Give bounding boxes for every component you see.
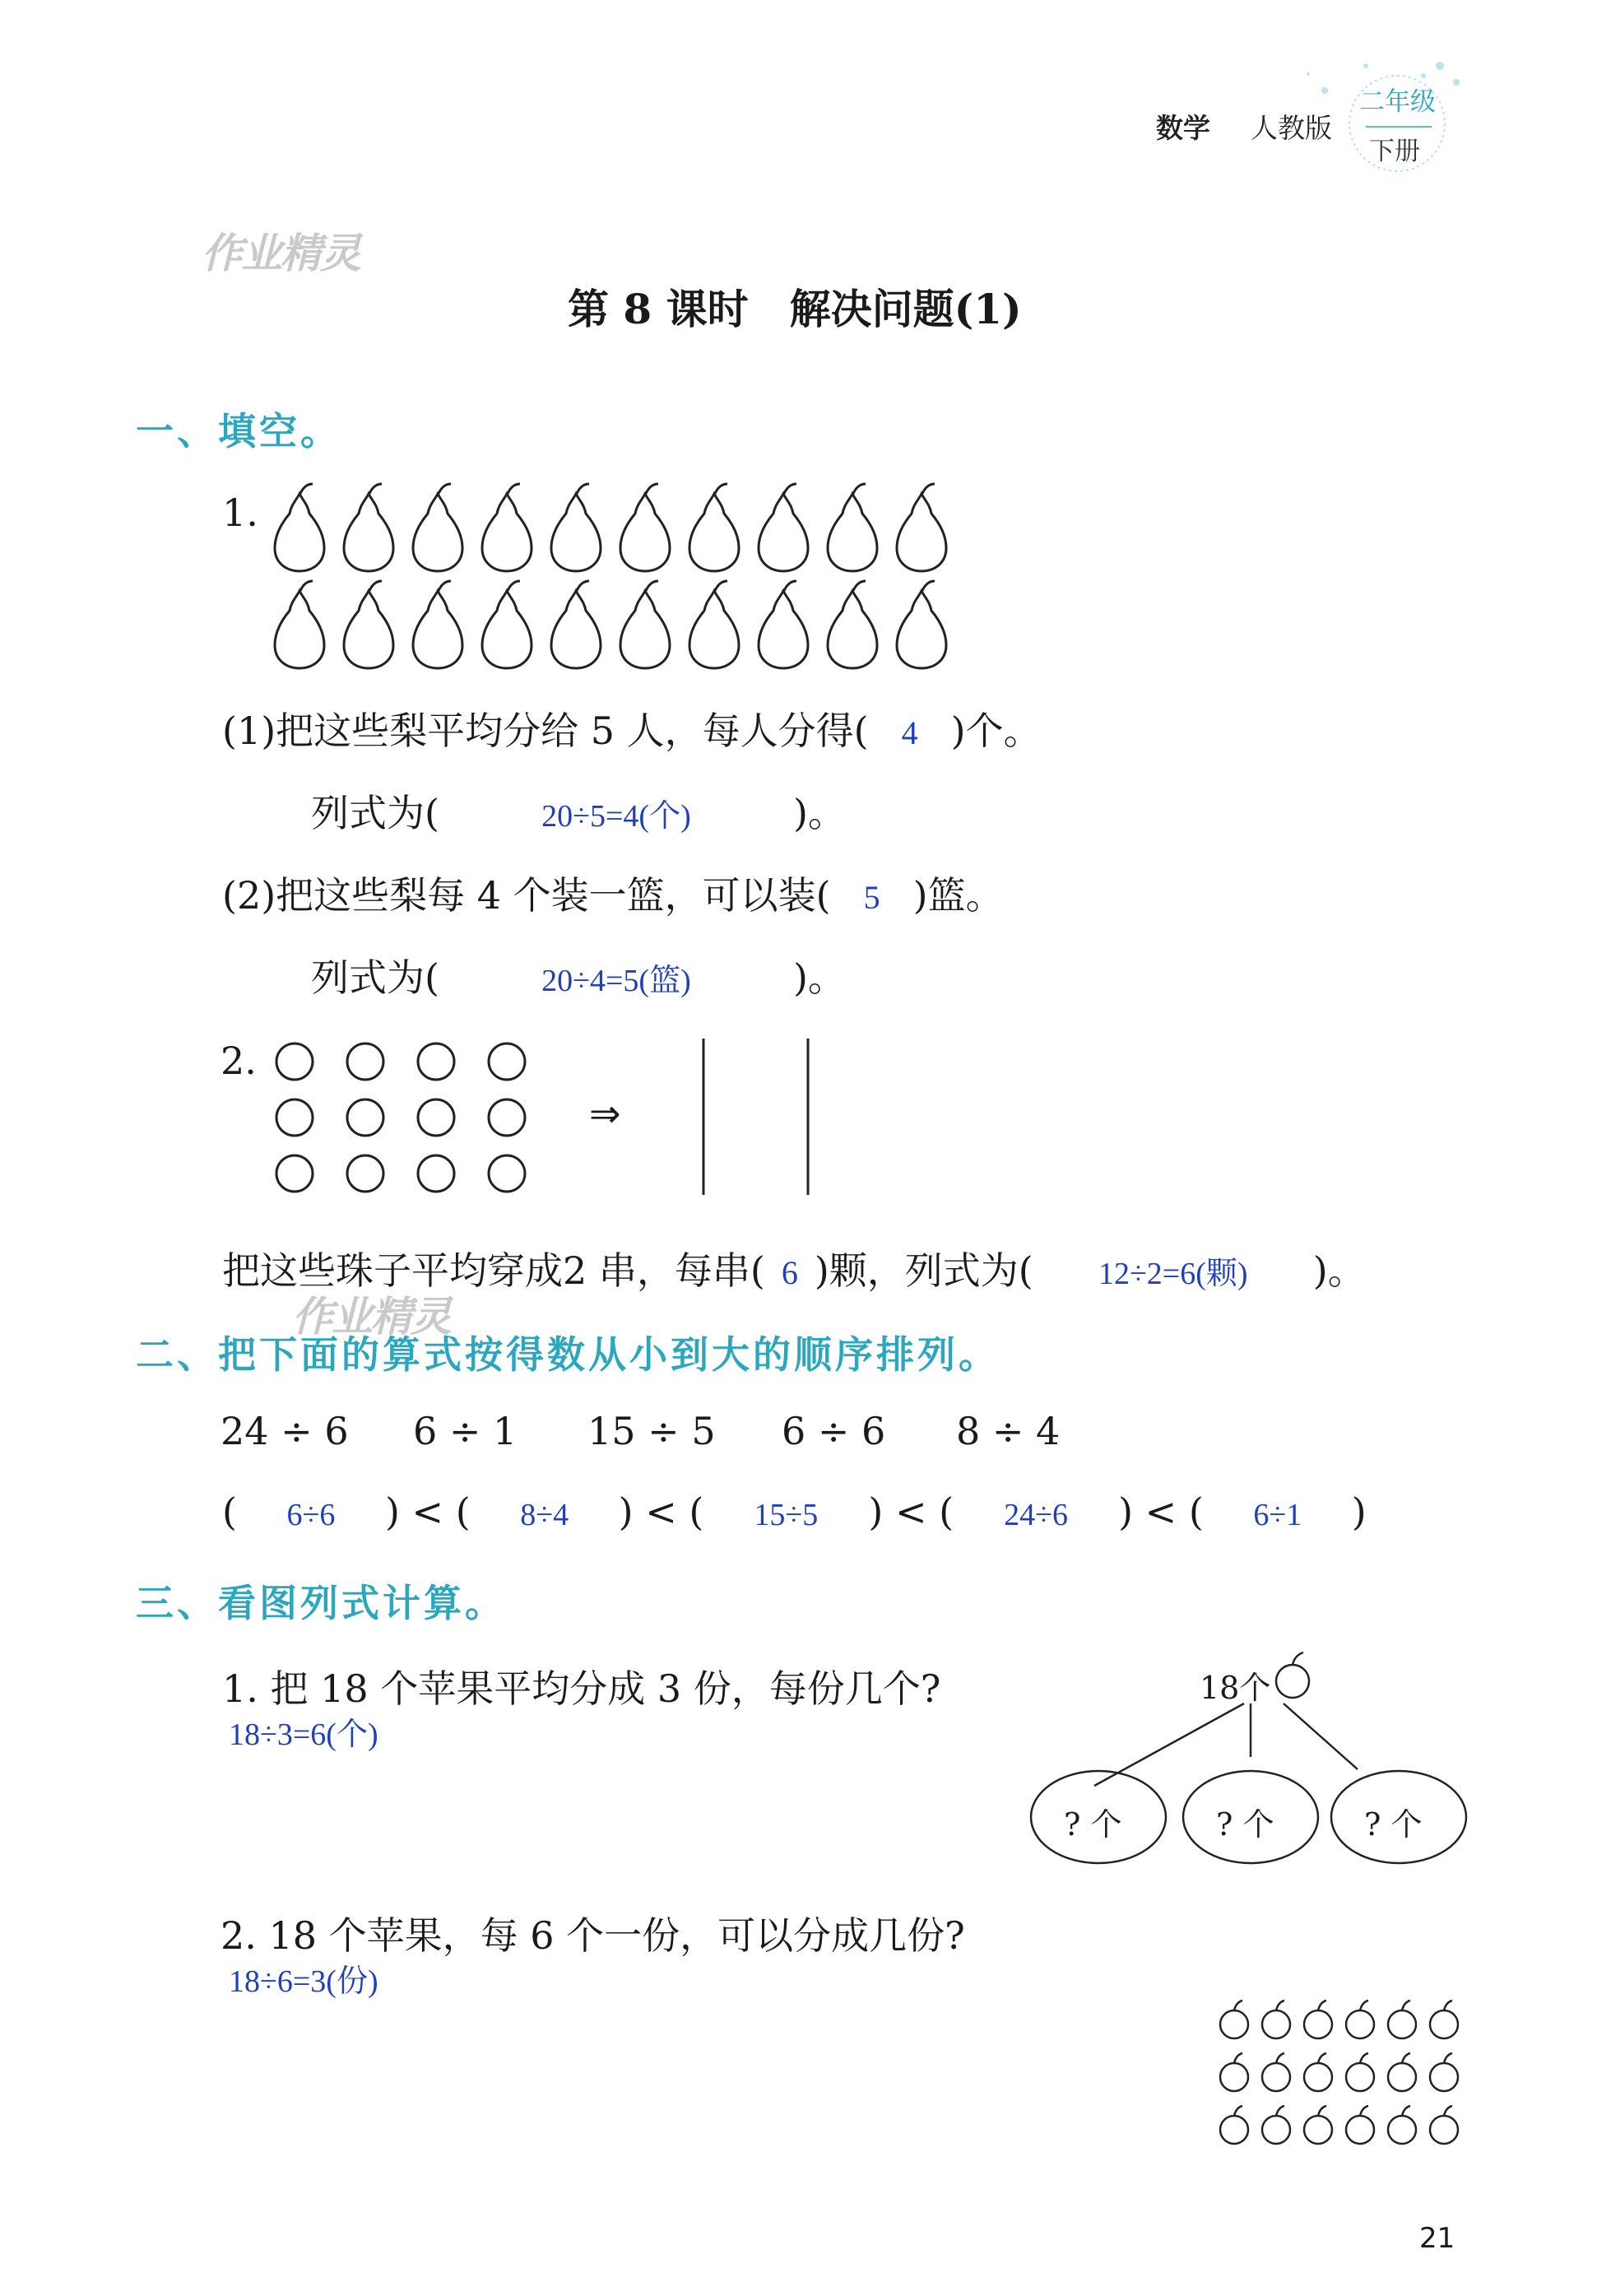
q1-part2-text: (2)把这些梨每 4 个装一篮，可以装( — [222, 873, 831, 918]
order-close-5: ) — [1351, 1490, 1367, 1534]
order-answer-1: 6÷6 — [286, 1498, 336, 1532]
less-than-1: < — [411, 1490, 444, 1534]
watermark-middle: 作业精灵 — [292, 1293, 450, 1341]
q1-part2-tail: )篮。 — [912, 873, 1004, 918]
bead-icon — [489, 1155, 525, 1192]
pears-illustration — [272, 486, 954, 675]
q1-part1-formula-label: 列式为( — [311, 791, 439, 835]
pear-icon — [689, 484, 739, 571]
q1-part2-formula-close: )。 — [792, 955, 846, 1000]
bead-icon — [418, 1155, 454, 1192]
apple-icon — [1388, 2053, 1416, 2091]
order-answer-3: 15÷5 — [754, 1498, 819, 1532]
page-title: 第 8 课时 解决问题(1) — [568, 285, 1022, 333]
q1-part1-formula-answer: 20÷5=4(个) — [541, 799, 691, 834]
section1-q1-number: 1. — [222, 490, 258, 535]
apple-icon — [1262, 2106, 1290, 2144]
apple-icon — [1220, 2001, 1248, 2038]
pear-icon — [620, 484, 670, 571]
bead-icon — [489, 1043, 525, 1080]
q1-part1-text: (1)把这些梨平均分给 5 人，每人分得( — [222, 709, 869, 753]
apple-icon — [1220, 2053, 1248, 2091]
pear-icon — [689, 581, 739, 668]
q2-answer-count: 6 — [781, 1254, 798, 1291]
q1-part2-line — [222, 866, 1004, 920]
apple-icon — [1262, 2053, 1290, 2091]
pear-icon — [275, 581, 324, 668]
pear-icon — [344, 484, 393, 571]
part-label-3: ? 个 — [1364, 1806, 1423, 1843]
pear-icon — [551, 484, 601, 571]
ordering-row — [222, 1490, 1367, 1534]
pear-icon — [897, 484, 946, 571]
q2-text-c: )。 — [1312, 1248, 1366, 1293]
s3-q1-text: 1. 把 18 个苹果平均分成 3 份，每份几个? — [222, 1666, 941, 1711]
q1-part2-formula-answer: 20÷4=5(篮) — [541, 964, 691, 998]
order-answer-5: 6÷1 — [1253, 1498, 1302, 1532]
diagram-total-label: 18个 — [1200, 1670, 1271, 1706]
q1-part1-formula-line — [311, 783, 846, 838]
order-close-1: ) — [384, 1490, 400, 1534]
order-open-5: ( — [1188, 1490, 1204, 1534]
apple-icon — [1304, 2001, 1332, 2038]
bead-icon — [276, 1043, 313, 1080]
page-number: 21 — [1419, 2222, 1455, 2255]
pear-icon — [551, 581, 601, 668]
pear-icon — [828, 581, 877, 668]
apple-icon — [1388, 2106, 1416, 2144]
order-close-4: ) — [1118, 1490, 1134, 1534]
q1-part1-formula-close: )。 — [792, 791, 846, 835]
bead-icon — [418, 1043, 454, 1080]
pear-icon — [413, 581, 462, 668]
expression-5: 8 ÷ 4 — [956, 1409, 1061, 1453]
bead-icon — [276, 1099, 313, 1136]
q1-part2-answer: 5 — [863, 879, 880, 916]
pear-icon — [413, 484, 462, 571]
s3-q2-text: 2. 18 个苹果，每 6 个一份，可以分成几份? — [221, 1913, 965, 1958]
apple-icon — [1276, 1652, 1309, 1698]
q1-part2-formula-line — [311, 948, 846, 1002]
q2-answer-formula: 12÷2=6(颗) — [1098, 1257, 1248, 1291]
q1-part1-tail: )个。 — [950, 709, 1042, 753]
q1-part1-line — [222, 701, 1042, 755]
bead-icon — [347, 1099, 383, 1136]
apple-icon — [1346, 2053, 1374, 2091]
pear-icon — [482, 581, 532, 668]
order-open-1: ( — [222, 1490, 237, 1534]
q2-sentence — [222, 1241, 1366, 1295]
header-subject: 数学 — [1156, 112, 1210, 144]
beads-illustration — [272, 1037, 864, 1201]
q2-text-b: )颗，列式为( — [814, 1248, 1033, 1293]
order-open-2: ( — [455, 1490, 471, 1534]
less-than-3: < — [894, 1490, 927, 1534]
pear-icon — [482, 484, 532, 571]
part-label-2: ? 个 — [1216, 1806, 1274, 1843]
apple-icon — [1388, 2001, 1416, 2038]
pear-icon — [344, 581, 393, 668]
less-than-4: < — [1144, 1490, 1177, 1534]
q1-part1-answer: 4 — [901, 714, 918, 751]
expression-1: 24 ÷ 6 — [221, 1409, 349, 1453]
apple-icon — [1430, 2001, 1458, 2038]
apple-icon — [1430, 2106, 1458, 2144]
bead-icon — [418, 1099, 454, 1136]
q1-part2-formula-label: 列式为( — [311, 955, 439, 1000]
header-edition: 人教版 — [1251, 112, 1332, 144]
apple-icon — [1346, 2001, 1374, 2038]
order-open-3: ( — [689, 1490, 704, 1534]
order-answer-4: 24÷6 — [1004, 1498, 1068, 1532]
apple-icon — [1220, 2106, 1248, 2144]
pear-icon — [897, 581, 946, 668]
order-close-3: ) — [868, 1490, 884, 1534]
order-open-4: ( — [939, 1490, 954, 1534]
expression-4: 6 ÷ 6 — [782, 1409, 886, 1453]
pear-icon — [828, 484, 877, 571]
s3-q2-answer: 18÷6=3(份) — [229, 1964, 378, 1999]
pear-icon — [759, 581, 808, 668]
pear-icon — [759, 484, 808, 571]
section2-heading: 二、把下面的算式按得数从小到大的顺序排列。 — [136, 1332, 1000, 1377]
pear-icon — [620, 581, 670, 668]
bead-icon — [489, 1099, 525, 1136]
s3-q1-answer: 18÷3=6(个) — [229, 1717, 378, 1752]
bead-icon — [347, 1155, 383, 1192]
apples-grid — [1209, 1992, 1473, 2156]
pear-icon — [275, 484, 324, 571]
apple-icon — [1262, 2001, 1290, 2038]
order-close-2: ) — [618, 1490, 634, 1534]
part-label-1: ? 个 — [1064, 1806, 1122, 1843]
expression-3: 15 ÷ 5 — [587, 1409, 716, 1453]
q2-text-a: 把这些珠子平均穿成2 串，每串( — [222, 1248, 765, 1293]
arrow-icon: ⇒ — [589, 1091, 621, 1136]
section3-heading: 三、看图列式计算。 — [136, 1581, 506, 1625]
section1-heading: 一、填空。 — [136, 409, 341, 453]
less-than-2: < — [645, 1490, 677, 1534]
header-grade: 二年级 — [1359, 87, 1436, 117]
watermark-top: 作业精灵 — [202, 230, 360, 277]
section1-q2-number: 2. — [221, 1039, 257, 1083]
expression-2: 6 ÷ 1 — [413, 1409, 518, 1453]
apple-icon — [1430, 2053, 1458, 2091]
apple-icon — [1304, 2106, 1332, 2144]
apple-icon — [1346, 2106, 1374, 2144]
header-volume: 下册 — [1369, 137, 1420, 166]
order-answer-2: 8÷4 — [520, 1498, 569, 1532]
apple-icon — [1304, 2053, 1332, 2091]
bead-icon — [276, 1155, 313, 1192]
bead-icon — [347, 1043, 383, 1080]
